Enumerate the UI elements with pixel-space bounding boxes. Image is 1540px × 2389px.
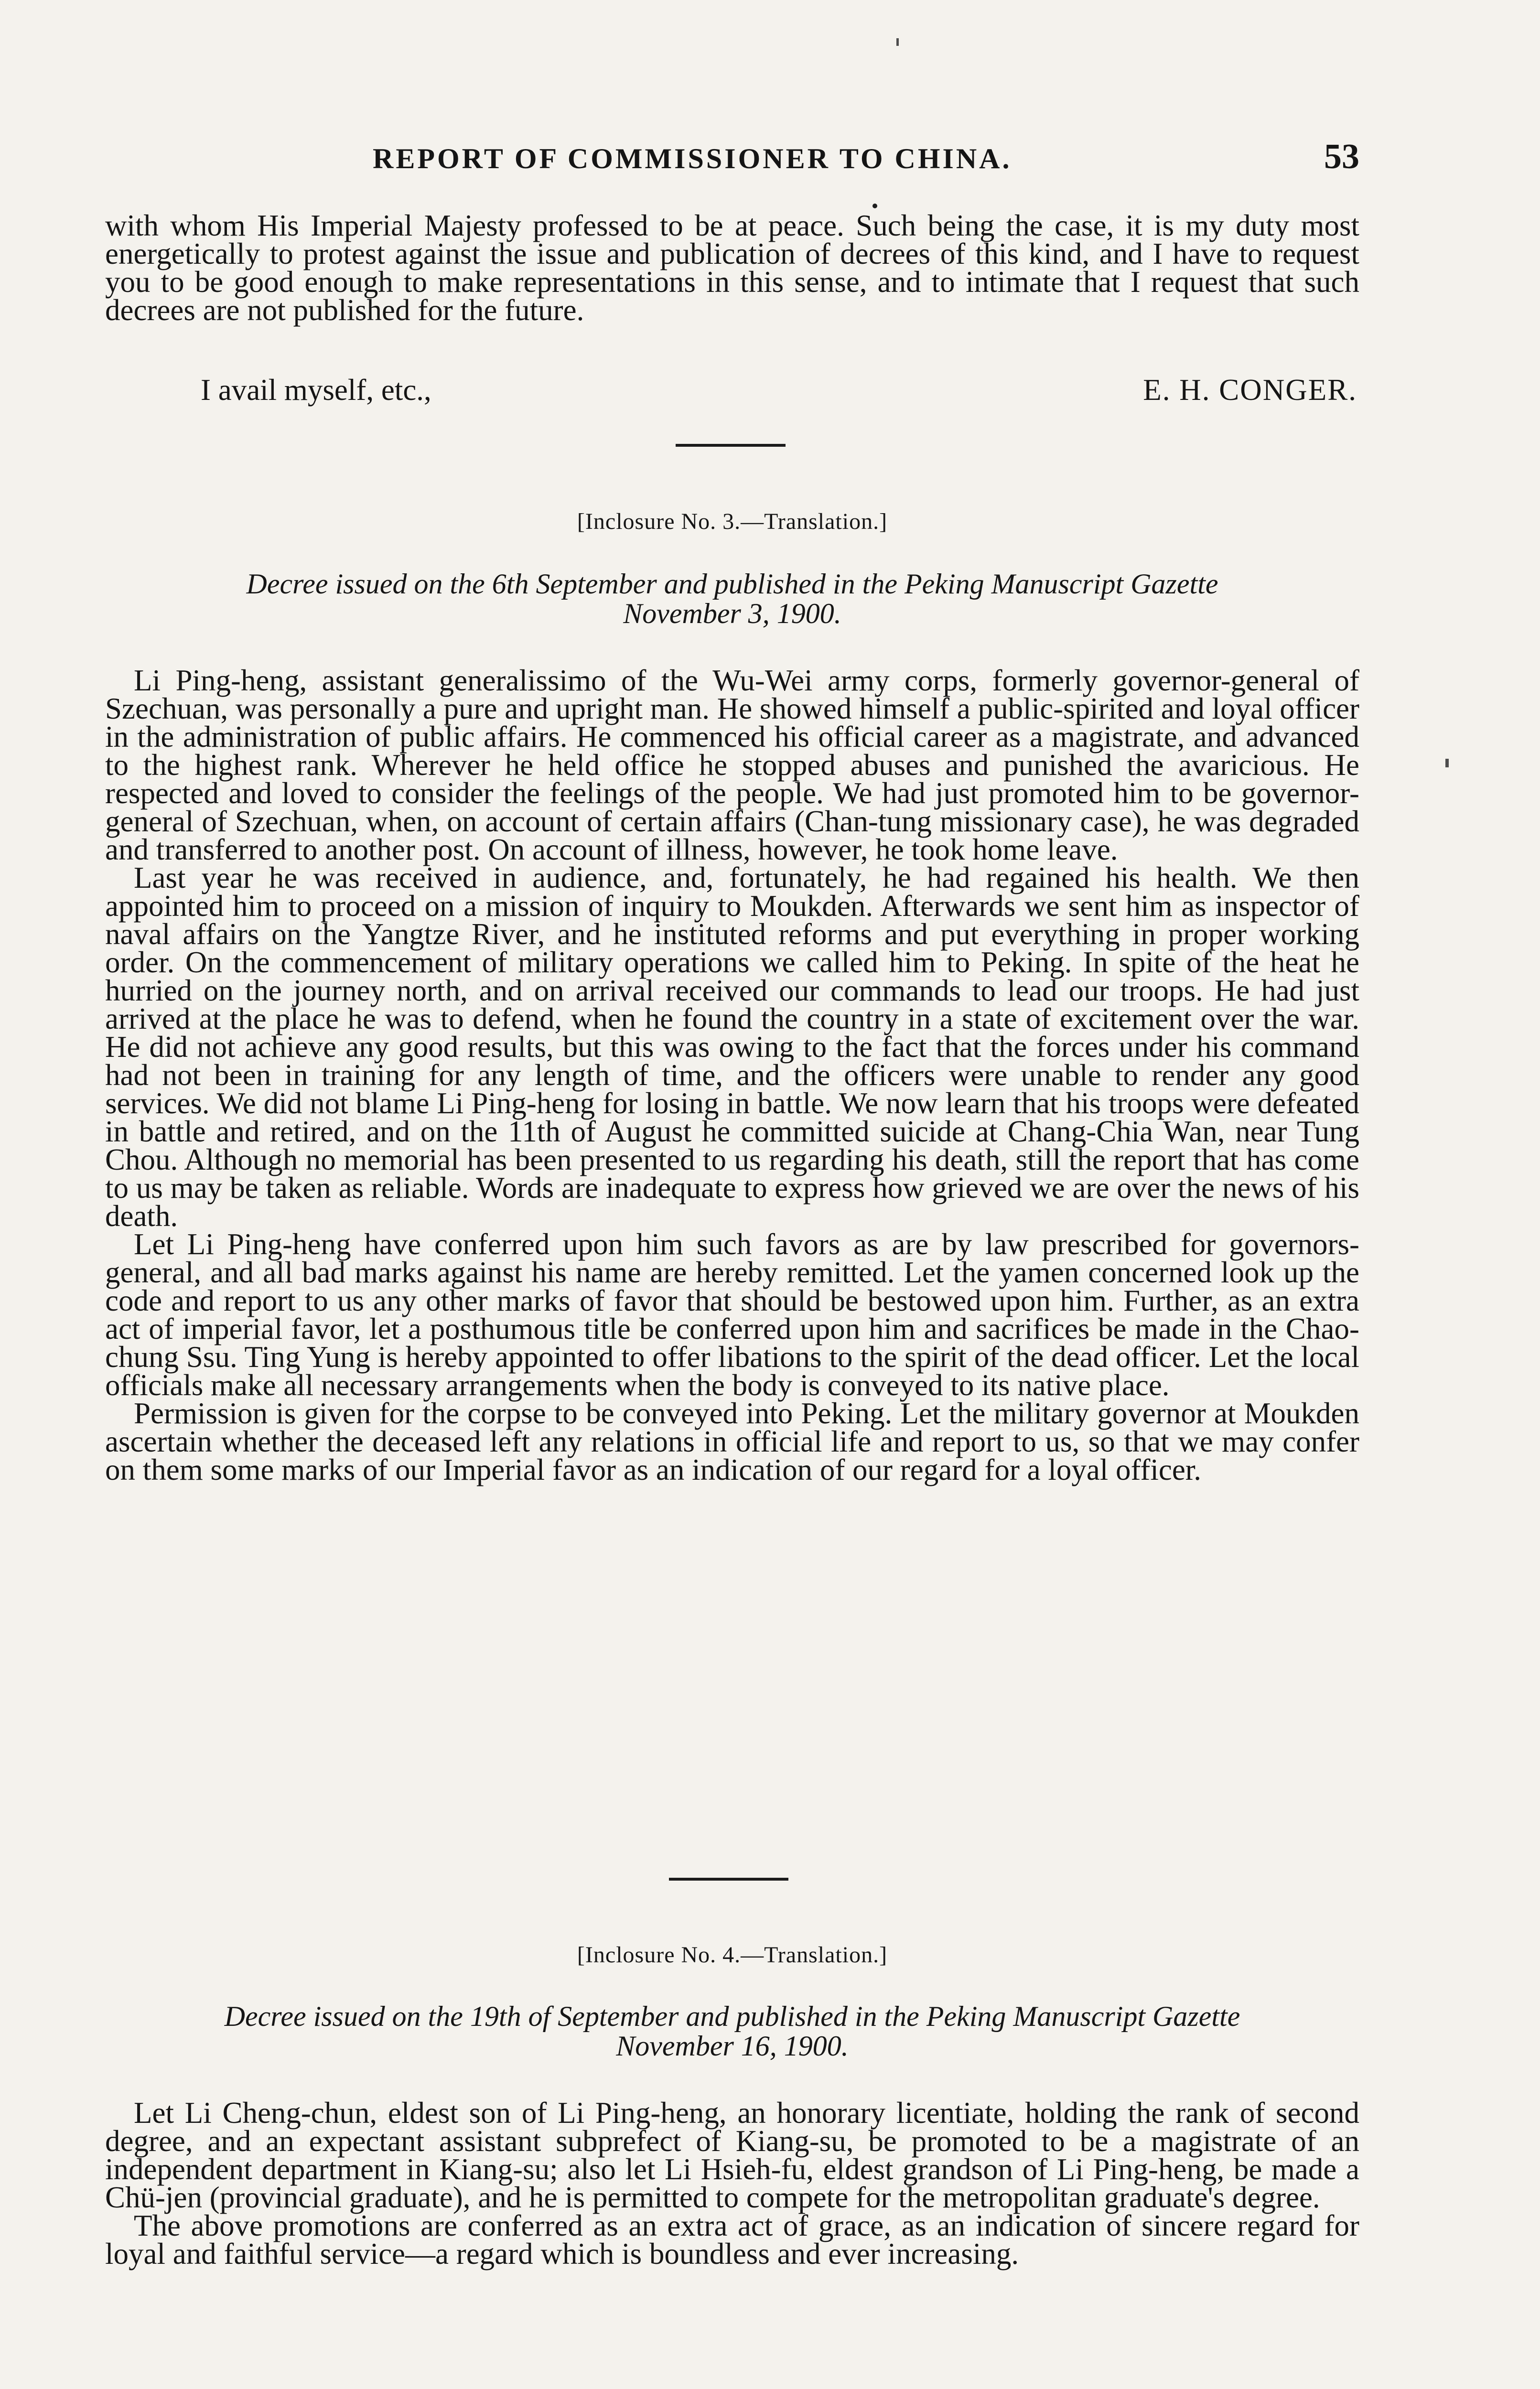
inclosure-3-paragraph-2: Last year he was received in audience, and, fortunately, he had regained his health. We then appointed him to proceed on a mission of inquiry to Moukden. Afterwards we sent him as inspector of naval affairs on the Yangtze River, and he instituted reforms and put everything in proper working order. On the commencement of military operations we called him to Peking. In spite of the heat he hurried on the journey north, and on arrival received our commands to lead our troops. He had just arrived at the place he was to defend, when he found the country in a state of excitement over the war. He did not achieve any good results, but this was owing to the fact that the forces under his command had not been in training for any length of time, and the officers were unable to render any good services. We did not blame Li Ping-heng for losing in battle. We now learn that his troops were defeated in battle and retired, and on the 11th of August he committed suicide at Chang-Chia Wan, near Tung Chou. Although no memorial has been presented to us regarding his death, still the report that has come to us may be taken as reliable. Words are inadequate to express how grieved we are over the news of his death. <box>105 861 1359 1233</box>
inclosure-4-body <box>105 2096 1359 2271</box>
opening-paragraph: with whom His Imperial Majesty professed to be at peace. Such being the case, it is my duty most energetically to protest against the issue and publication of decrees of this kind, and I have to request you to be good enough to make representations in this sense, and to intimate that I request that such decrees are not published for the future. <box>105 209 1359 327</box>
opening-paragraph-block <box>105 209 1359 327</box>
print-dot <box>872 204 877 208</box>
running-title: REPORT OF COMMISSIONER TO CHINA. <box>373 143 1012 174</box>
inclosure-3-label: [Inclosure No. 3.—Translation.] <box>577 509 888 534</box>
inclosure-3-title-line-1: Decree issued on the 6th September and published in the Peking Manuscript Gazette <box>246 568 1218 600</box>
section-divider-middle <box>669 1878 788 1881</box>
inclosure-4-title-line-1: Decree issued on the 19th of September and published in the Peking Manuscript Gazette <box>224 2001 1240 2032</box>
inclosure-4-label: [Inclosure No. 4.—Translation.] <box>577 1942 888 1968</box>
closing-phrase: I avail myself, etc., <box>201 373 431 407</box>
signoff-line <box>201 373 1357 406</box>
inclosure-4-title-line-2: November 16, 1900. <box>616 2030 849 2062</box>
signature: E. H. CONGER. <box>1143 373 1357 407</box>
inclosure-3-title <box>105 569 1359 628</box>
inclosure-3-paragraph-3: Let Li Ping-heng have conferred upon him such favors as are by law prescribed for governors-general, and all bad marks against his name are hereby remitted. Let the yamen concerned look up the code and report to us any other marks of favor that should be bestowed upon him. Further, as an extra act of imperial favor, let a posthumous title be conferred upon him and sacrifices be made in the Chao-chung Ssu. Ting Yung is hereby appointed to offer libations to the spirit of the dead officer. Let the local officials make all necessary arrangements when the body is conveyed to its native place. <box>105 1227 1359 1402</box>
inclosure-4-paragraph-2: The above promotions are conferred as an extra act of grace, as an indication of sincere regard for loyal and faithful service—a regard which is boundless and ever increasing. <box>105 2209 1359 2271</box>
section-divider-top <box>676 444 786 447</box>
paper-speck <box>896 38 899 46</box>
inclosure-3-paragraph-1: Li Ping-heng, assistant generalissimo of the Wu-Wei army corps, formerly governor-general of Szechuan, was personally a pure and upright man. He showed himself a public-spirited and loyal officer in the administration of public affairs. He commenced his official career as a magistrate, and advanced to the highest rank. Wherever he held office he stopped abuses and punished the avaricious. He respected and loved to consider the feelings of the people. We had just promoted him to be governor-general of Szechuan, when, on account of certain affairs (Chan-tung missionary case), he was degraded and transferred to another post. On account of illness, however, he took home leave. <box>105 664 1359 866</box>
page-number: 53 <box>1324 137 1359 176</box>
paper-speck <box>1445 759 1449 767</box>
inclosure-4-title <box>105 2002 1359 2061</box>
inclosure-3-paragraph-4: Permission is given for the corpse to be conveyed into Peking. Let the military governor at Moukden ascertain whether the deceased left any relations in official life and report to us, so that we may confer on them some marks of our Imperial favor as an indication of our regard for a loyal officer. <box>105 1397 1359 1486</box>
inclosure-3-title-line-2: November 3, 1900. <box>623 598 841 629</box>
page-header <box>105 137 1359 195</box>
inclosure-4-paragraph-1: Let Li Cheng-chun, eldest son of Li Ping-heng, an honorary licentiate, holding the rank of second degree, and an expectant assistant subprefect of Kiang-su, be promoted to be a magistrate of an independent department in Kiang-su; also let Li Hsieh-fu, eldest grandson of Li Ping-heng, be made a Chü-jen (provincial graduate), and he is permitted to compete for the metropolitan graduate's degree. <box>105 2096 1359 2214</box>
inclosure-3-body <box>105 664 1359 1486</box>
